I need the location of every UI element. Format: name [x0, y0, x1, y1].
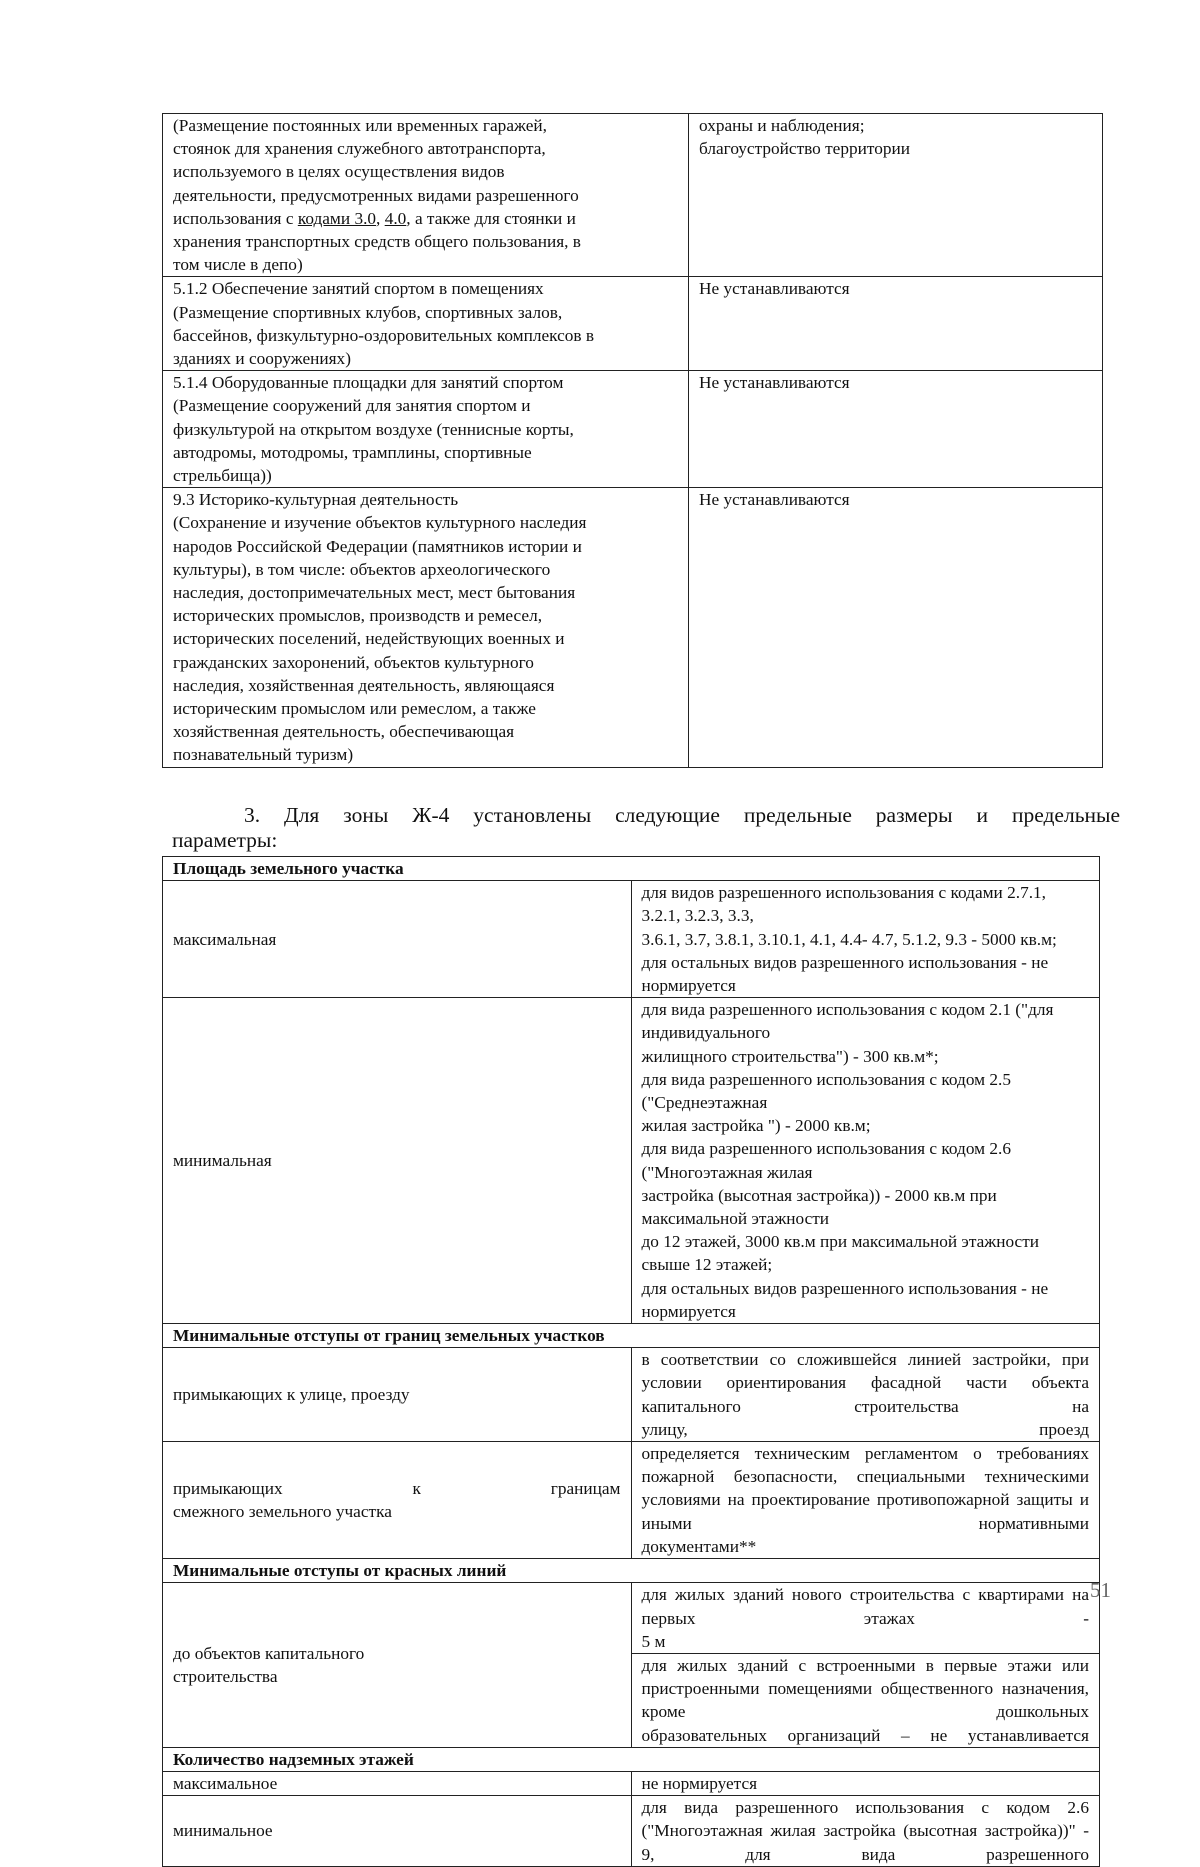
row-label: до объектов капитального строительства [163, 1583, 632, 1747]
row-label: максимальная [163, 881, 632, 998]
section-header: Количество надземных этажей [163, 1747, 1100, 1771]
row-label: примыкающих к границам смежного земельного участка [163, 1442, 632, 1559]
table-row [163, 114, 1103, 277]
section-header: Минимальные отступы от красных линий [163, 1559, 1100, 1583]
section-header: Минимальные отступы от границ земельных участков [163, 1324, 1100, 1348]
table-cell: 5.1.4 Оборудованные площадки для занятий спортом (Размещение сооружений для занятия спортом и физкультурой на открытом воздухе (теннисные корты, автодромы, мотодромы, трамплины, спортивные стрельбища)) [163, 371, 689, 488]
section-header: Площадь земельного участка [163, 857, 1100, 881]
table-cell: 5.1.2 Обеспечение занятий спортом в помещениях (Размещение спортивных клубов, спортивных залов, бассейнов, физкультурно-оздоровительных комплексов в зданиях и сооружениях) [163, 277, 689, 371]
table-row [163, 881, 1100, 998]
section-header-row [163, 1324, 1100, 1348]
code-link-3-0[interactable]: кодами 3.0 [297, 208, 377, 228]
table-cell: 9.3 Историко-культурная деятельность (Сохранение и изучение объектов культурного наследия народов Российской Федерации (памятников истории и культуры), в том числе: объектов археологического наследия, достопримечательных мест, мест бытования исторических промыслов, производств и ремесел, исторических поселений, недействующих военных и гражданских захоронений, объектов культурного наследия, хозяйственная деятельность, являющаяся историческим промыслом или ремеслом, а также хозяйственная деятельность, обеспечивающая познавательный туризм) [163, 488, 689, 767]
row-value: для жилых зданий нового строительства с квартирами на первых этажах - 5 м [631, 1583, 1100, 1654]
zone-parameters-paragraph: 3. Для зоны Ж-4 установлены следующие предельные размеры и предельные параметры: [172, 803, 1120, 852]
table-row [163, 998, 1100, 1324]
row-label: минимальная [163, 998, 632, 1324]
section-header-row [163, 1559, 1100, 1583]
row-label: максимальное [163, 1771, 632, 1795]
row-value: для жилых зданий с встроенными в первые этажи или пристроенными помещениями общественного назначения, кроме дошкольных образовательных организаций – не устанавливается [631, 1653, 1100, 1747]
row-label: минимальное [163, 1796, 632, 1867]
row-value: определяется техническим регламентом о требованиях пожарной безопасности, специальными техническими условиями на проектирование противопожарной защиты и иными нормативными документами** [631, 1442, 1100, 1559]
permitted-use-table [162, 113, 1103, 768]
table-row [163, 1583, 1100, 1654]
row-value: для вида разрешенного использования с кодом 2.1 ("для индивидуального жилищного строительства") - 300 кв.м*; для вида разрешенного использования с кодом 2.5 ("Среднеэтажная жилая застройка ") - 2000 кв.м; для вида разрешенного использования с кодом 2.6 ("Многоэтажная жилая застройка (высотная застройка)) - 2000 кв.м при максимальной этажности до 12 этажей, 3000 кв.м при максимальной этажности свыше 12 этажей; для остальных видов разрешенного использования - не нормируется [631, 998, 1100, 1324]
table-row [163, 1796, 1100, 1867]
row-value: для видов разрешенного использования с кодами 2.7.1, 3.2.1, 3.2.3, 3.3, 3.6.1, 3.7, 3.8.1, 3.10.1, 4.1, 4.4- 4.7, 5.1.2, 9.3 - 5000 кв.м; для остальных видов разрешенного использования - не нормируется [631, 881, 1100, 998]
table-row [163, 277, 1103, 371]
section-header-row [163, 1747, 1100, 1771]
table-row [163, 1771, 1100, 1795]
row-value: в соответствии со сложившейся линией застройки, при условии ориентирования фасадной части объекта капитального строительства на улицу, проезд [631, 1348, 1100, 1442]
table-cell: охраны и наблюдения; благоустройство территории [689, 114, 1103, 277]
code-link-4-0[interactable]: 4.0 [384, 208, 407, 228]
row-label: примыкающих к улице, проезду [163, 1348, 632, 1442]
row-value: не нормируется [631, 1771, 1100, 1795]
table-cell: Не устанавливаются [689, 488, 1103, 767]
table-row [163, 1442, 1100, 1559]
section-header-row [163, 857, 1100, 881]
table-cell: Не устанавливаются [689, 371, 1103, 488]
zone-limits-table [162, 856, 1100, 1867]
table-cell: (Размещение постоянных или временных гаражей, стоянок для хранения служебного автотранспорта, используемого в целях осуществления видов деятельности, предусмотренных видами разрешенного использования с кодами 3.0, 4.0, а также для стоянки и хранения транспортных средств общего пользования, в том числе в депо) [163, 114, 689, 277]
table-row [163, 371, 1103, 488]
table-row [163, 1348, 1100, 1442]
table-cell: Не устанавливаются [689, 277, 1103, 371]
row-value: для вида разрешенного использования с кодом 2.6 ("Многоэтажная жилая застройка (высотная застройка))" - 9, для вида разрешенного [631, 1796, 1100, 1867]
page-number: 51 [1090, 1578, 1111, 1602]
table-row [163, 488, 1103, 767]
